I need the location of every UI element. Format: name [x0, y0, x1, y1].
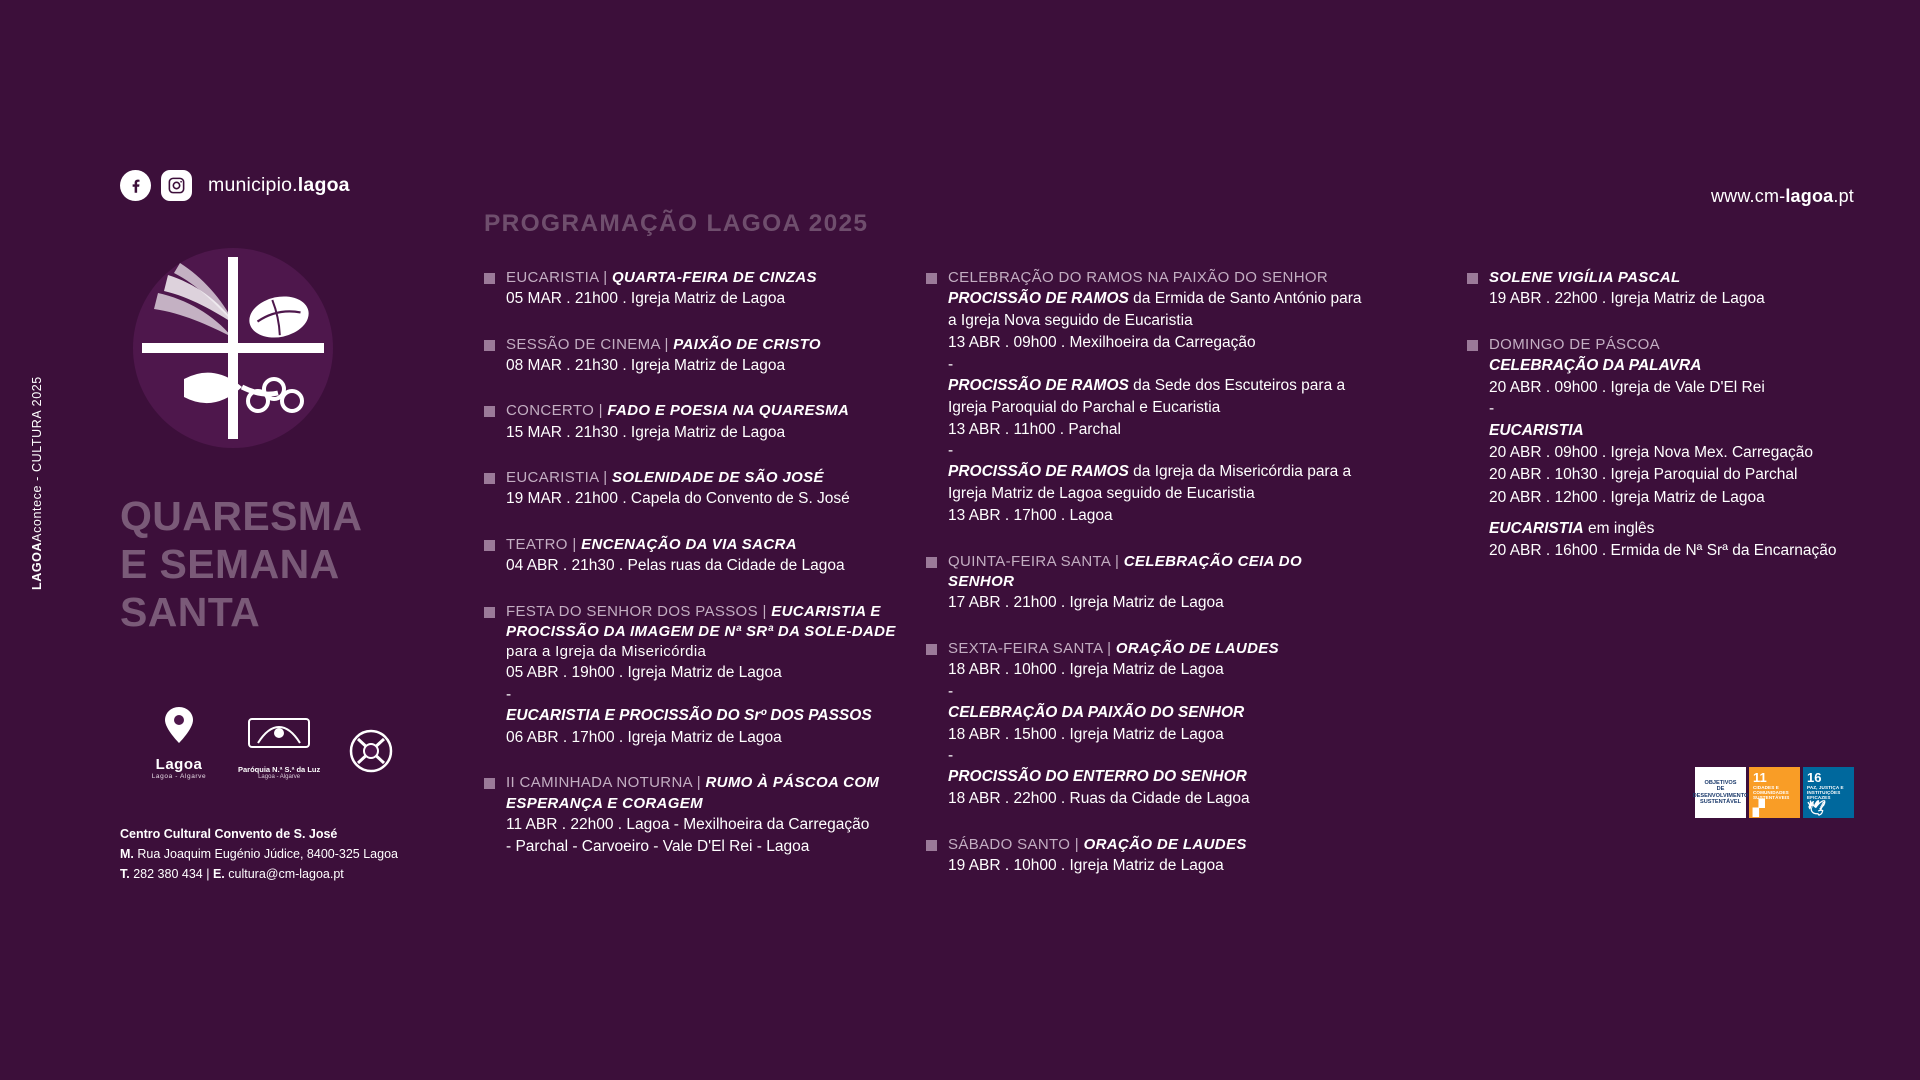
programme-entry	[926, 268, 1366, 528]
entry-category: DOMINGO DE PÁSCOA	[1489, 335, 1660, 353]
entry-name: CELEBRAÇÃO CEIA DO SENHOR	[948, 552, 1302, 591]
bullet-icon	[484, 607, 495, 618]
website-url[interactable]: www.cm-lagoa.pt	[1710, 186, 1854, 206]
programme-entry	[484, 468, 904, 511]
entry-name: SOLENE VIGÍLIA PASCAL	[1489, 269, 1681, 286]
entry-subname-tail: da Sede dos Escuteiros para a Igreja Paroquial do Parchal e Eucaristia	[948, 376, 1346, 416]
sdg-16-number: 16	[1807, 770, 1822, 785]
entry-detail: 19 ABR . 10h00 . Igreja Matriz de Lagoa	[948, 857, 1224, 875]
entry-name: ORAÇÃO DE LAUDES	[1115, 639, 1279, 657]
entry-detail: 18 ABR . 15h00 . Igreja Matriz de Lagoa	[948, 725, 1224, 743]
entry-name: SOLENIDADE DE SÃO JOSÉ	[611, 469, 824, 487]
sdg-11-badge	[1749, 767, 1800, 818]
logo-lagoa-sub: Lagoa - Algarve	[151, 772, 207, 780]
entry-name: EUCARISTIA E PROCISSÃO DA IMAGEM DE Nª SRª DA SOLE-DADE	[506, 602, 896, 640]
bullet-icon	[484, 406, 495, 417]
programme-entry	[1467, 335, 1867, 563]
title-line-1: QUARESMA	[120, 493, 363, 539]
entry-category: CONCERTO |	[506, 402, 608, 420]
entry-detail: 20 ABR . 16h00 . Ermida de Nª Srª da Encarnação	[1489, 541, 1837, 559]
entry-category: EUCARISTIA |	[506, 469, 612, 487]
entry-subname-text: PROCISSÃO DE RAMOS	[948, 290, 1129, 308]
contact-address-row	[120, 844, 460, 864]
sdg-16-badge	[1803, 767, 1854, 818]
entry-separator: -	[948, 355, 954, 373]
sdg-badges	[1692, 767, 1854, 818]
entry-detail: 19 ABR . 22h00 . Igreja Matriz de Lagoa	[1489, 290, 1765, 308]
lent-emblem-icon	[124, 239, 342, 457]
contact-address-label: M.	[120, 847, 134, 862]
contact-phone: 282 380 434	[133, 867, 203, 882]
entry-subname-tail: em inglês	[1583, 519, 1655, 537]
programme-entry	[926, 639, 1366, 811]
partner-logos	[148, 705, 460, 780]
entry-detail: 15 MAR . 21h30 . Igreja Matriz de Lagoa	[506, 423, 786, 441]
contact-heading: Centro Cultural Convento de S. José	[120, 826, 338, 841]
entry-separator: -	[948, 747, 954, 765]
programme-column-3	[1467, 268, 1867, 586]
entry-detail: 18 ABR . 10h00 . Igreja Matriz de Lagoa	[948, 661, 1224, 679]
sdg-11-number: 11	[1753, 770, 1767, 785]
entry-name: PAIXÃO DE CRISTO	[673, 335, 821, 353]
logo-parish	[238, 713, 320, 780]
page-title	[120, 493, 460, 637]
entry-subname	[1489, 518, 1867, 540]
entry-name: RUMO À PÁSCOA COM ESPERANÇA E CORAGEM	[506, 774, 880, 812]
entry-detail: 04 ABR . 21h30 . Pelas ruas da Cidade de Lagoa	[506, 557, 845, 575]
sdg-logo-line2: DE DESENVOLVIMENTO	[1692, 786, 1749, 799]
bullet-icon	[926, 557, 937, 568]
bullet-icon	[1467, 340, 1478, 351]
programme-entry	[484, 535, 904, 578]
sdg-logo-badge	[1692, 767, 1749, 818]
contact-address: Rua Joaquim Eugénio Júdice, 8400-325 Lagoa	[137, 847, 398, 862]
entry-subname: CELEBRAÇÃO DA PAIXÃO DO SENHOR	[948, 703, 1245, 721]
contact-email-label: E.	[212, 867, 225, 882]
entry-subname-tail: da Ermida de Santo António para a Igreja Nova seguido de Eucaristia	[948, 290, 1362, 330]
contact-block	[120, 824, 460, 885]
entry-detail: - Parchal - Carvoeiro - Vale D'El Rei - Lagoa	[506, 838, 810, 856]
contact-phone-label: T.	[120, 867, 130, 882]
entry-detail: 05 MAR . 21h00 . Igreja Matriz de Lagoa	[506, 290, 786, 308]
entry-detail: 18 ABR . 22h00 . Ruas da Cidade de Lagoa	[948, 790, 1250, 808]
social-row	[120, 170, 460, 201]
contact-phone-row	[120, 864, 460, 884]
entry-subname	[948, 288, 1366, 332]
entry-subname: PROCISSÃO DO ENTERRO DO SENHOR	[948, 768, 1247, 786]
entry-subname: EUCARISTIA	[1489, 421, 1584, 439]
entry-separator: -	[1489, 400, 1495, 418]
entry-subname	[948, 375, 1366, 419]
entry-detail: 08 MAR . 21h30 . Igreja Matriz de Lagoa	[506, 356, 786, 374]
entry-category: EUCARISTIA |	[506, 269, 612, 286]
programme-entry	[484, 268, 904, 311]
entry-subname-text: PROCISSÃO DE RAMOS	[948, 463, 1129, 481]
programme-entry	[484, 401, 904, 444]
entry-subname: EUCARISTIA E PROCISSÃO DO Srº DOS PASSOS	[506, 706, 872, 724]
entry-name: ORAÇÃO DE LAUDES	[1083, 835, 1247, 853]
entry-name: ENCENAÇÃO DA VIA SACRA	[581, 535, 797, 553]
entry-detail: 20 ABR . 10h30 . Igreja Paroquial do Parchal	[1489, 466, 1798, 484]
logo-scouts	[348, 727, 394, 780]
programme-entry	[484, 773, 904, 858]
left-column	[120, 170, 460, 885]
facebook-icon[interactable]	[120, 170, 151, 201]
entry-category: SESSÃO DE CINEMA |	[506, 335, 674, 353]
entry-name: QUARTA-FEIRA DE CINZAS	[611, 269, 817, 286]
entry-name-tail: para a Igreja da Misericórdia	[506, 643, 707, 661]
title-line-3: SANTA	[120, 588, 261, 635]
logo-parish-label: Paróquia N.ª S.ª da Luz	[238, 764, 321, 774]
sdg-11-text: CIDADES E COMUNIDADES SUSTENTÁVEIS	[1753, 785, 1790, 800]
programme-column-2	[926, 268, 1366, 902]
entry-category: CELEBRAÇÃO DO RAMOS NA PAIXÃO DO SENHOR	[948, 269, 1329, 286]
logo-lagoa-label: Lagoa	[155, 755, 203, 773]
bullet-icon	[926, 840, 937, 851]
entry-category: FESTA DO SENHOR DOS PASSOS |	[506, 602, 772, 620]
bullet-icon	[1467, 273, 1478, 284]
contact-separator: |	[206, 867, 210, 882]
contact-email[interactable]: cultura@cm-lagoa.pt	[228, 867, 344, 882]
entry-gap	[1489, 509, 1867, 518]
bullet-icon	[926, 273, 937, 284]
sdg-logo-line3: SUSTENTÁVEL	[1699, 798, 1742, 805]
entry-detail: 20 ABR . 12h00 . Igreja Matriz de Lagoa	[1489, 488, 1765, 506]
instagram-icon[interactable]	[161, 170, 192, 201]
entry-subname-text: EUCARISTIA	[1489, 519, 1584, 537]
programme-entry	[926, 552, 1366, 615]
entry-detail: 13 ABR . 11h00 . Parchal	[948, 420, 1121, 438]
entry-detail: 13 ABR . 17h00 . Lagoa	[948, 507, 1113, 525]
entry-category: II CAMINHADA NOTURNA |	[506, 774, 706, 792]
entry-detail: 06 ABR . 17h00 . Igreja Matriz de Lagoa	[506, 728, 782, 746]
bullet-icon	[484, 540, 495, 551]
entry-subname: CELEBRAÇÃO DA PALAVRA	[1489, 356, 1702, 374]
entry-detail: 17 ABR . 21h00 . Igreja Matriz de Lagoa	[948, 594, 1224, 612]
entry-detail: 05 ABR . 19h00 . Igreja Matriz de Lagoa	[506, 664, 782, 682]
dove-icon: 🕊	[1807, 799, 1827, 817]
entry-detail: 19 MAR . 21h00 . Capela do Convento de S. José	[506, 490, 850, 508]
bullet-icon	[484, 778, 495, 789]
logo-parish-sub: Lagoa - Algarve	[258, 773, 301, 780]
entry-name: FADO E POESIA NA QUARESMA	[607, 402, 850, 420]
entry-category: SÁBADO SANTO |	[948, 835, 1084, 853]
entry-detail: 11 ABR . 22h00 . Lagoa - Mexilhoeira da Carregação	[506, 815, 870, 833]
social-handle: municipio.lagoa	[208, 174, 350, 196]
title-line-2: E SEMANA	[120, 540, 340, 587]
entry-category: SEXTA-FEIRA SANTA |	[948, 639, 1116, 657]
entry-detail: 20 ABR . 09h00 . Igreja Nova Mex. Carregação	[1489, 443, 1813, 461]
entry-separator: -	[506, 685, 512, 703]
city-icon: ▞	[1753, 799, 1765, 817]
entry-subname-tail: da Igreja da Misericórdia para a Igreja Matriz de Lagoa seguido de Eucaristia	[948, 463, 1352, 503]
side-vertical-label: LAGOAAcontece - CULTURA 2025	[30, 376, 44, 590]
logo-lagoa	[148, 705, 210, 780]
entry-category: TEATRO |	[506, 535, 582, 553]
entry-detail: 13 ABR . 09h00 . Mexilhoeira da Carregação	[948, 334, 1256, 352]
entry-detail: 20 ABR . 09h00 . Igreja de Vale D'El Rei	[1489, 378, 1765, 396]
entry-separator: -	[948, 682, 954, 700]
sdg-16-text: PAZ, JUSTIÇA E INSTITUIÇÕES EFICAZES	[1807, 785, 1844, 800]
bullet-icon	[926, 644, 937, 655]
bullet-icon	[484, 273, 495, 284]
programme-entry	[484, 335, 904, 378]
entry-subname	[948, 461, 1366, 505]
programme-entry	[926, 835, 1366, 878]
entry-subname-text: PROCISSÃO DE RAMOS	[948, 376, 1129, 394]
programme-title: PROGRAMAÇÃO LAGOA 2025	[484, 210, 869, 237]
programme-column-1	[484, 268, 904, 883]
entry-separator: -	[948, 442, 954, 460]
programme-entry	[1467, 268, 1867, 311]
programme-entry	[484, 602, 904, 750]
bullet-icon	[484, 473, 495, 484]
sdg-logo-line1: OBJETIVOS	[1704, 780, 1737, 787]
entry-category: QUINTA-FEIRA SANTA |	[948, 552, 1124, 570]
bullet-icon	[484, 340, 495, 351]
